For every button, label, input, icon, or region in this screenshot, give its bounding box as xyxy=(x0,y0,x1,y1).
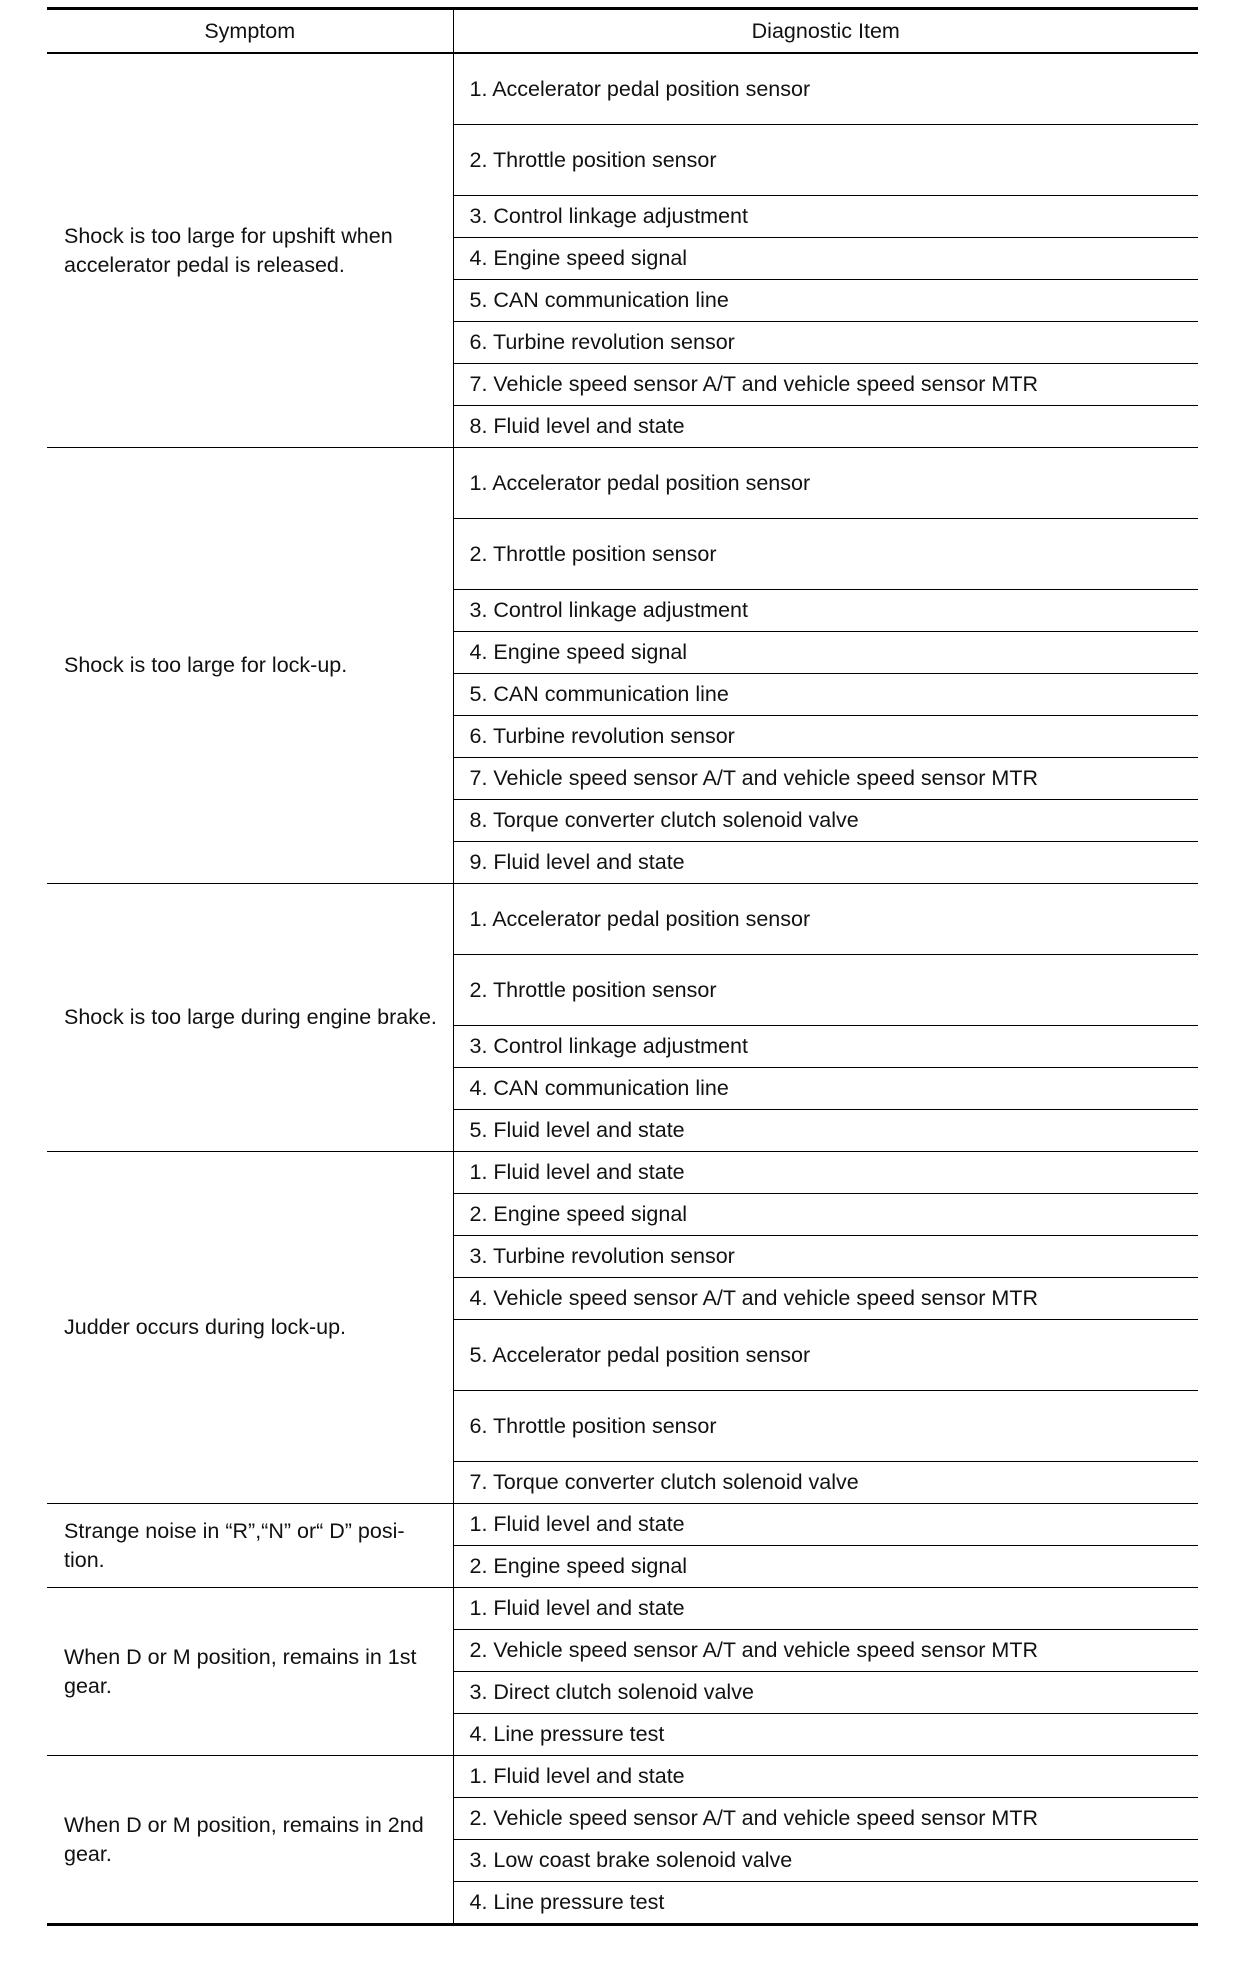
diagnostic-item-cell: 1. Fluid level and state xyxy=(453,1588,1198,1630)
diagnostic-item-cell: 8. Torque converter clutch solenoid valve xyxy=(453,800,1198,842)
diagnostic-item-cell: 5. Fluid level and state xyxy=(453,1110,1198,1152)
table-row xyxy=(47,448,1198,519)
diagnostic-item-cell: 6. Throttle position sensor xyxy=(453,1391,1198,1462)
diagnostic-item-cell: 4. CAN communication line xyxy=(453,1068,1198,1110)
diagnostic-item-cell: 4. Vehicle speed sensor A/T and vehicle speed sensor MTR xyxy=(453,1278,1198,1320)
diagnostic-item-cell: 2. Throttle position sensor xyxy=(453,125,1198,196)
diagnostic-item-cell: 2. Throttle position sensor xyxy=(453,519,1198,590)
diagnostic-item-cell: 5. CAN communication line xyxy=(453,280,1198,322)
symptom-cell: When D or M position, remains in 1st gear. xyxy=(47,1588,453,1756)
table-row xyxy=(47,53,1198,125)
diagnostic-item-cell: 1. Accelerator pedal position sensor xyxy=(453,448,1198,519)
diagnostic-item-cell: 7. Vehicle speed sensor A/T and vehicle speed sensor MTR xyxy=(453,364,1198,406)
diagnostic-item-cell: 1. Fluid level and state xyxy=(453,1756,1198,1798)
diagnostic-item-cell: 1. Fluid level and state xyxy=(453,1152,1198,1194)
header-row xyxy=(47,9,1198,54)
symptom-cell: When D or M position, remains in 2nd gear. xyxy=(47,1756,453,1925)
table-row xyxy=(47,1152,1198,1194)
table-row xyxy=(47,1504,1198,1546)
table-row xyxy=(47,1756,1198,1798)
diagnostic-item-cell: 1. Accelerator pedal position sensor xyxy=(453,884,1198,955)
diagnostic-item-cell: 3. Turbine revolution sensor xyxy=(453,1236,1198,1278)
diagnostic-item-cell: 8. Fluid level and state xyxy=(453,406,1198,448)
symptom-header: Symptom xyxy=(47,9,453,54)
diagnostic-item-cell: 4. Engine speed signal xyxy=(453,238,1198,280)
diagnostic-item-header: Diagnostic Item xyxy=(453,9,1198,54)
diagnostic-item-cell: 2. Throttle position sensor xyxy=(453,955,1198,1026)
symptom-cell: Shock is too large for upshift when accelerator pedal is released. xyxy=(47,53,453,448)
diagnostic-item-cell: 1. Accelerator pedal position sensor xyxy=(453,53,1198,125)
symptom-cell: Shock is too large for lock-up. xyxy=(47,448,453,884)
diagnostic-item-cell: 5. Accelerator pedal position sensor xyxy=(453,1320,1198,1391)
diagnostic-item-cell: 3. Control linkage adjustment xyxy=(453,1026,1198,1068)
diagnostic-table xyxy=(47,7,1198,1926)
diagnostic-item-cell: 1. Fluid level and state xyxy=(453,1504,1198,1546)
diagnostic-item-cell: 4. Line pressure test xyxy=(453,1882,1198,1925)
symptom-cell: Judder occurs during lock-up. xyxy=(47,1152,453,1504)
diagnostic-item-cell: 2. Vehicle speed sensor A/T and vehicle speed sensor MTR xyxy=(453,1630,1198,1672)
symptom-cell: Strange noise in “R”,“N” or“ D” posi-tion. xyxy=(47,1504,453,1588)
diagnostic-item-cell: 3. Direct clutch solenoid valve xyxy=(453,1672,1198,1714)
diagnostic-item-cell: 3. Low coast brake solenoid valve xyxy=(453,1840,1198,1882)
diagnostic-item-cell: 6. Turbine revolution sensor xyxy=(453,322,1198,364)
diagnostic-item-cell: 2. Engine speed signal xyxy=(453,1546,1198,1588)
diagnostic-item-cell: 2. Vehicle speed sensor A/T and vehicle speed sensor MTR xyxy=(453,1798,1198,1840)
diagnostic-item-cell: 3. Control linkage adjustment xyxy=(453,590,1198,632)
diagnostic-item-cell: 9. Fluid level and state xyxy=(453,842,1198,884)
diagnostic-item-cell: 6. Turbine revolution sensor xyxy=(453,716,1198,758)
diagnostic-item-cell: 4. Line pressure test xyxy=(453,1714,1198,1756)
diagnostic-item-cell: 3. Control linkage adjustment xyxy=(453,196,1198,238)
diagnostic-item-cell: 7. Torque converter clutch solenoid valve xyxy=(453,1462,1198,1504)
table-row xyxy=(47,884,1198,955)
symptom-cell: Shock is too large during engine brake. xyxy=(47,884,453,1152)
table-row xyxy=(47,1588,1198,1630)
diagnostic-item-cell: 4. Engine speed signal xyxy=(453,632,1198,674)
diagnostic-item-cell: 5. CAN communication line xyxy=(453,674,1198,716)
diagnostic-item-cell: 7. Vehicle speed sensor A/T and vehicle speed sensor MTR xyxy=(453,758,1198,800)
diagnostic-item-cell: 2. Engine speed signal xyxy=(453,1194,1198,1236)
